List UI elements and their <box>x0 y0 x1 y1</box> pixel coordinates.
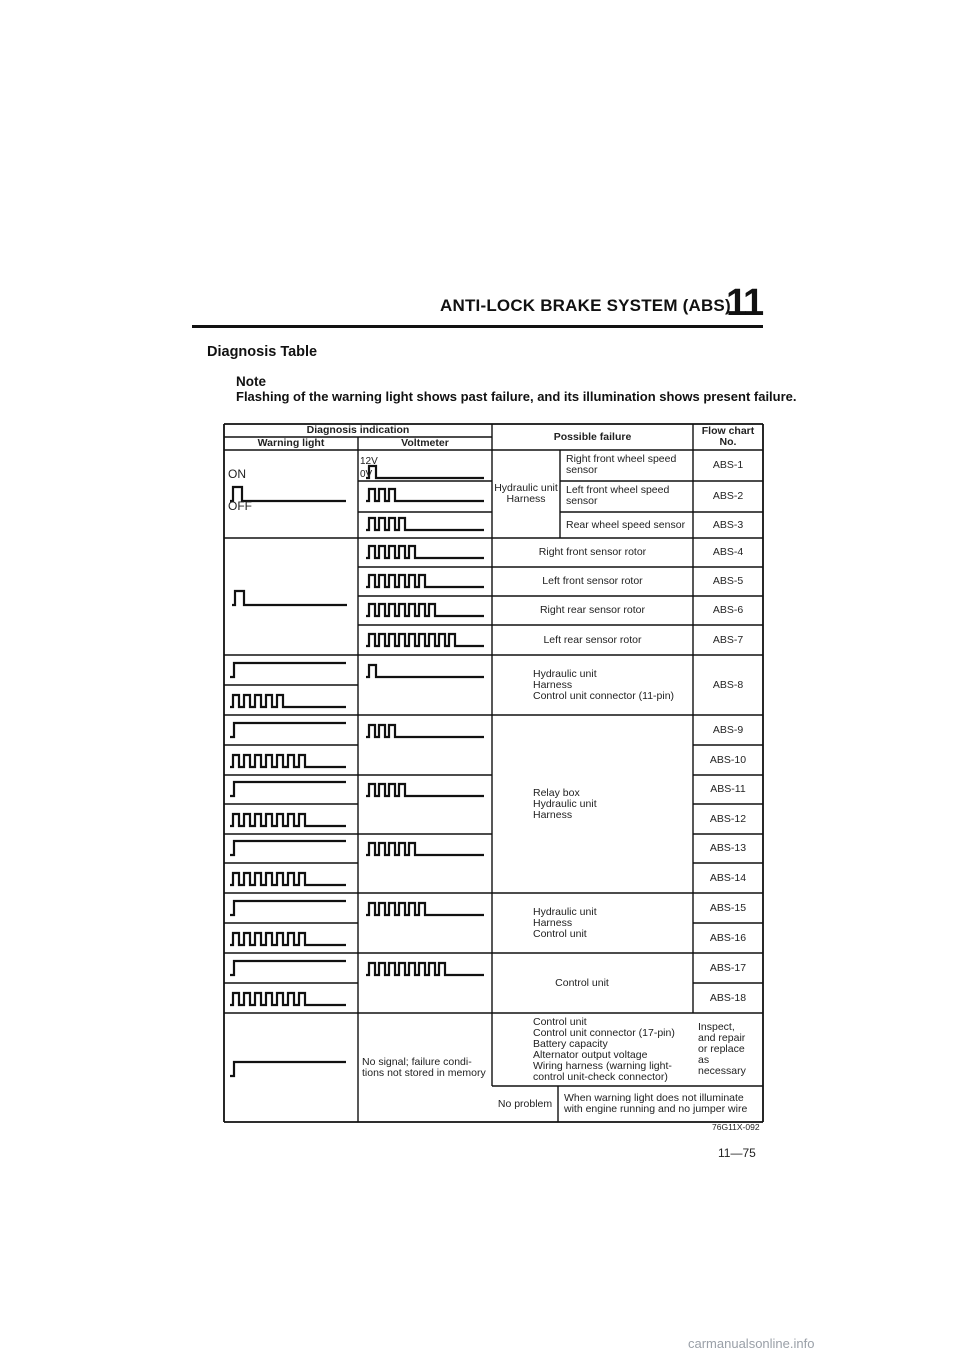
pulse-waveform <box>366 784 484 796</box>
flow-chart-no: ABS-2 <box>712 489 744 502</box>
steady-on-waveform <box>230 1062 346 1076</box>
pulse-waveform <box>366 725 484 737</box>
page-header-title: ANTI-LOCK BRAKE SYSTEM (ABS) <box>440 296 731 315</box>
flow-chart-no: ABS-10 <box>709 753 747 766</box>
header-voltmeter: Voltmeter <box>401 436 449 449</box>
pulse-waveform <box>230 993 346 1005</box>
watermark: carmanualsonline.info <box>688 1336 815 1351</box>
pulse-waveform <box>366 963 484 975</box>
header-flow-chart-no: Flow chart No. <box>701 425 755 448</box>
steady-on-waveform <box>230 901 346 915</box>
note-title: Note <box>236 374 266 389</box>
failure-hydraulic-harness-control: Hydraulic unit Harness Control unit <box>533 905 597 940</box>
label-0v: 0V <box>360 469 373 480</box>
steady-on-waveform <box>230 961 346 975</box>
pulse-waveform <box>230 933 346 945</box>
steady-on-waveform <box>230 723 346 737</box>
section-title: Diagnosis Table <box>207 344 318 360</box>
flow-chart-no: ABS-13 <box>709 842 747 854</box>
flow-chart-inspect: Inspect, and repair or replace as necessary <box>698 1021 746 1077</box>
flow-chart-no: ABS-1 <box>712 458 744 471</box>
pulse-waveform <box>366 843 484 855</box>
flow-chart-no: ABS-12 <box>709 812 747 825</box>
flow-chart-no: ABS-18 <box>709 991 747 1004</box>
failure-left-front-speed: Left front wheel speed sensor <box>566 484 670 507</box>
failure-hydraulic-harness-connector: Hydraulic unit Harness Control unit connector (11-pin) <box>533 667 675 702</box>
page-number: 11—75 <box>718 1146 756 1160</box>
steady-on-waveform <box>230 782 346 796</box>
label-on: ON <box>228 466 246 481</box>
header-possible-failure: Possible failure <box>553 430 632 443</box>
flow-chart-no: ABS-14 <box>709 871 747 884</box>
failure-left-front-rotor: Left front sensor rotor <box>542 575 643 587</box>
flow-chart-no: ABS-15 <box>709 901 747 914</box>
flow-chart-no: ABS-11 <box>710 783 746 795</box>
flow-chart-no: ABS-9 <box>712 723 744 736</box>
pulse-waveform <box>366 634 484 646</box>
flow-chart-no: ABS-8 <box>712 678 744 691</box>
failure-relay-hydraulic-harness: Relay box Hydraulic unit Harness <box>533 786 597 821</box>
flow-chart-no: ABS-5 <box>712 575 744 587</box>
flow-chart-no: ABS-7 <box>712 633 744 646</box>
pulse-waveform <box>366 604 484 616</box>
flow-chart-no: ABS-6 <box>712 604 744 616</box>
failure-no-problem: No problem <box>497 1097 553 1110</box>
pulse-waveform <box>232 591 347 605</box>
failure-rear-speed: Rear wheel speed sensor <box>566 518 686 531</box>
steady-on-waveform <box>230 841 346 855</box>
flow-chart-no: ABS-17 <box>709 961 747 974</box>
failure-left-rear-rotor: Left rear sensor rotor <box>543 633 642 646</box>
flow-chart-no: ABS-16 <box>709 931 747 944</box>
pulse-waveform <box>366 575 484 587</box>
pulse-waveform <box>230 873 346 885</box>
failure-no-signal: No signal; failure condi- tions not stored in memory <box>362 1055 486 1079</box>
pulse-waveform <box>230 755 346 767</box>
flow-chart-no: ABS-4 <box>712 546 744 558</box>
header-diagnosis-indication: Diagnosis indication <box>306 423 410 436</box>
pulse-waveform <box>230 814 346 826</box>
header-warning-light: Warning light <box>257 436 325 449</box>
note-text: Flashing of the warning light shows past failure, and its illumination shows present failure. <box>236 389 797 404</box>
failure-right-front-rotor: Right front sensor rotor <box>538 546 647 558</box>
pulse-waveform <box>366 546 484 558</box>
section-number: 11 <box>726 282 763 324</box>
pulse-waveform <box>366 518 484 530</box>
steady-on-waveform <box>230 663 346 677</box>
failure-control-unit: Control unit <box>555 976 609 989</box>
failure-right-rear-rotor: Right rear sensor rotor <box>539 604 646 616</box>
flow-chart-no: ABS-3 <box>712 518 744 531</box>
label-off: OFF <box>228 498 252 513</box>
failure-no-problem-description: When warning light does not illuminate with engine running and no jumper wire <box>564 1092 748 1115</box>
failure-control-unit-list: Control unit Control unit connector (17-pin) Battery capacity Alternator output voltage Wiring harness (warning light- control unit-check connector) <box>533 1015 675 1083</box>
failure-hydraulic-harness: Hydraulic unit Harness <box>494 482 558 505</box>
pulse-waveform <box>366 489 484 501</box>
failure-right-front-speed: Right front wheel speed sensor <box>566 453 677 476</box>
label-12v: 12V <box>360 456 378 467</box>
pulse-waveform <box>230 695 346 707</box>
pulse-waveform <box>366 665 484 677</box>
pulse-waveform <box>366 903 484 915</box>
figure-code: 76G11X-092 <box>712 1122 760 1132</box>
